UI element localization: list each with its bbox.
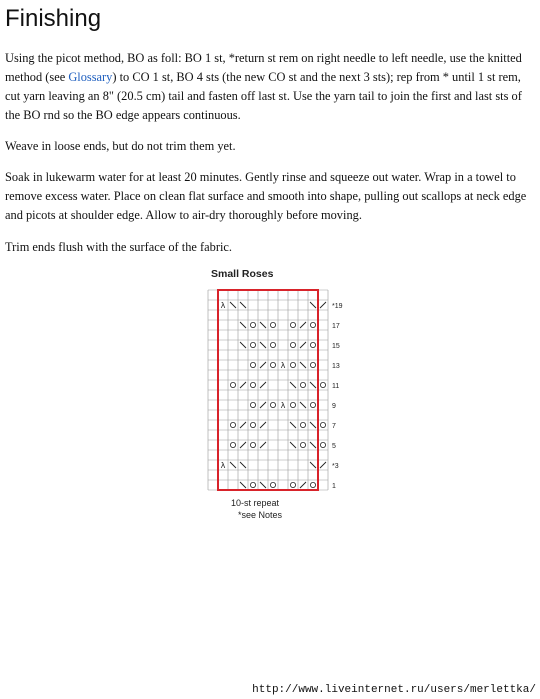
k2tog-symbol — [300, 342, 306, 348]
row-label: 5 — [332, 443, 336, 450]
yarnover-symbol — [310, 362, 315, 367]
k2tog-symbol — [260, 362, 266, 368]
ssk-symbol — [310, 442, 316, 448]
k2tog-symbol — [300, 482, 306, 488]
k2tog-symbol — [320, 462, 326, 468]
chart-title: Small Roses — [211, 268, 274, 280]
row-label: 13 — [332, 363, 340, 370]
yarnover-symbol — [310, 482, 315, 487]
yarnover-symbol — [310, 322, 315, 327]
glossary-link[interactable]: Glossary — [68, 70, 113, 84]
row-label: *19 — [332, 303, 343, 310]
ssk-symbol — [310, 462, 316, 468]
source-url[interactable]: http://www.liveinternet.ru/users/merlettka/ — [252, 684, 536, 696]
p1-text-start: Using the picot method, BO as foll: BO 1 st, *return st rem on right needle to left needle, use the knitted method (see — [5, 51, 522, 84]
k2tog-symbol — [260, 382, 266, 388]
yarnover-symbol — [320, 442, 325, 447]
chart-svg — [200, 262, 343, 524]
ssk-symbol — [290, 422, 296, 428]
row-label: 7 — [332, 423, 336, 430]
k2tog-symbol — [260, 422, 266, 428]
ssk-symbol — [240, 462, 246, 468]
yarnover-symbol — [250, 422, 255, 427]
double-decrease-symbol: λ — [280, 401, 286, 410]
yarnover-symbol — [250, 382, 255, 387]
page-title: Finishing — [5, 5, 102, 32]
ssk-symbol — [290, 442, 296, 448]
yarnover-symbol — [290, 322, 295, 327]
ssk-symbol — [240, 302, 246, 308]
trim-instructions: Trim ends flush with the surface of the fabric. — [5, 240, 232, 254]
yarnover-symbol — [230, 422, 235, 427]
double-decrease-symbol: λ — [220, 301, 226, 310]
yarnover-symbol — [250, 482, 255, 487]
row-label: *3 — [332, 463, 339, 470]
ssk-symbol — [230, 462, 236, 468]
yarnover-symbol — [320, 422, 325, 427]
ssk-symbol — [310, 382, 316, 388]
ssk-symbol — [310, 422, 316, 428]
yarnover-symbol — [270, 342, 275, 347]
double-decrease-symbol: λ — [220, 461, 226, 470]
ssk-symbol — [240, 342, 246, 348]
ssk-symbol — [260, 482, 266, 488]
yarnover-symbol — [250, 342, 255, 347]
yarnover-symbol — [290, 402, 295, 407]
ssk-symbol — [260, 322, 266, 328]
ssk-symbol — [310, 302, 316, 308]
k2tog-symbol — [260, 442, 266, 448]
small-roses-chart — [200, 262, 343, 524]
ssk-symbol — [230, 302, 236, 308]
ssk-symbol — [240, 322, 246, 328]
bind-off-instructions — [5, 49, 533, 125]
chart-grid — [208, 290, 328, 490]
ssk-symbol — [260, 342, 266, 348]
yarnover-symbol — [290, 362, 295, 367]
double-decrease-symbol: λ — [280, 361, 286, 370]
row-label: 1 — [332, 483, 336, 490]
ssk-symbol — [300, 402, 306, 408]
yarnover-symbol — [290, 342, 295, 347]
row-label: 11 — [332, 383, 340, 390]
yarnover-symbol — [250, 442, 255, 447]
ssk-symbol — [290, 382, 296, 388]
yarnover-symbol — [230, 442, 235, 447]
yarnover-symbol — [270, 402, 275, 407]
ssk-symbol — [240, 482, 246, 488]
ssk-symbol — [300, 362, 306, 368]
yarnover-symbol — [320, 382, 325, 387]
yarnover-symbol — [310, 402, 315, 407]
k2tog-symbol — [300, 322, 306, 328]
row-label: 17 — [332, 323, 340, 330]
k2tog-symbol — [320, 302, 326, 308]
yarnover-symbol — [250, 402, 255, 407]
p1-text-end: ) to CO 1 st, BO 4 sts (the new CO st and the next 3 sts); rep from * until 1 st rem, cut yarn leaving an 8" (20.5 cm) tail and fasten off last st. Use the yarn tail to join the first and last sts of the BO rnd so the BO edge appears continuous. — [5, 70, 522, 122]
yarnover-symbol — [300, 422, 305, 427]
k2tog-symbol — [240, 382, 246, 388]
weave-ends-instructions: Weave in loose ends, but do not trim them yet. — [5, 139, 236, 153]
k2tog-symbol — [240, 442, 246, 448]
yarnover-symbol — [230, 382, 235, 387]
k2tog-symbol — [240, 422, 246, 428]
blocking-instructions: Soak in lukewarm water for at least 20 minutes. Gently rinse and squeeze out water. Wrap in a towel to remove excess water. Place on clean flat surface and smooth into shape, pulling out scallops at neck edge and picots at shoulder edge. Allow to air-dry thoroughly before moving. — [5, 170, 527, 222]
yarnover-symbol — [310, 342, 315, 347]
yarnover-symbol — [300, 382, 305, 387]
yarnover-symbol — [270, 322, 275, 327]
row-label: 15 — [332, 343, 340, 350]
yarnover-symbol — [290, 482, 295, 487]
yarnover-symbol — [270, 482, 275, 487]
yarnover-symbol — [270, 362, 275, 367]
yarnover-symbol — [250, 362, 255, 367]
row-label: 9 — [332, 403, 336, 410]
row-labels — [332, 303, 343, 490]
yarnover-symbol — [250, 322, 255, 327]
notes-label: *see Notes — [237, 510, 283, 520]
k2tog-symbol — [260, 402, 266, 408]
repeat-label: 10-st repeat — [230, 498, 280, 508]
yarnover-symbol — [300, 442, 305, 447]
